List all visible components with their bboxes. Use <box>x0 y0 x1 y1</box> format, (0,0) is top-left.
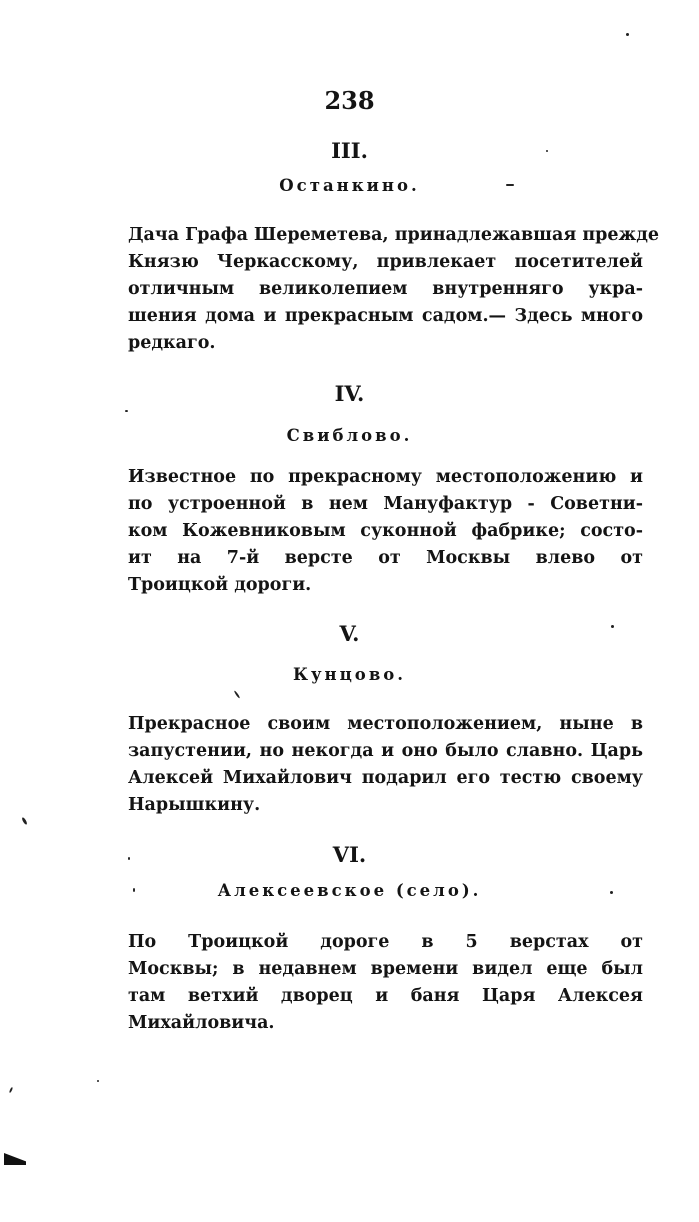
paragraph-line: Москвы; в недавнем времени видел еще был <box>128 959 643 979</box>
scan-speck <box>506 184 514 186</box>
scan-speck <box>626 33 629 36</box>
scan-speck <box>9 1087 13 1093</box>
scan-speck <box>610 891 613 894</box>
page-edge-mark <box>4 1153 26 1165</box>
scan-speck <box>125 410 128 412</box>
scan-speck <box>611 625 614 628</box>
paragraph-line: Прекрасное своим местоположением, ныне в <box>128 714 643 734</box>
scan-speck <box>234 690 241 699</box>
scan-speck <box>21 817 28 825</box>
section-numeral: IV. <box>334 381 365 406</box>
paragraph-line: Нарышкину. <box>128 795 261 815</box>
scan-speck <box>133 888 135 892</box>
section-numeral: V. <box>339 621 360 646</box>
paragraph-line: По Троицкой дороге в 5 верстах от <box>128 932 643 952</box>
paragraph-line: Михайловича. <box>128 1013 275 1033</box>
paragraph-line: шения дома и прекрасным садом.— Здесь много <box>128 306 643 326</box>
paragraph-line: ит на 7-й версте от Москвы влево от <box>128 548 643 568</box>
section-paragraph <box>128 711 643 819</box>
paragraph-line: Троицкой дороги. <box>128 575 312 595</box>
page-number: 238 <box>324 86 375 115</box>
section-title: Кунцово. <box>292 665 407 684</box>
paragraph-line: редкаго. <box>128 333 216 353</box>
section-numeral: III. <box>331 138 368 163</box>
section-title: Алексеевское (село). <box>217 881 482 900</box>
paragraph-line: Известное по прекрасному местоположению и <box>128 467 643 487</box>
scan-speck <box>97 1080 99 1082</box>
paragraph-line: Князю Черкасскому, привлекает посетителей <box>128 252 643 272</box>
scan-speck <box>546 150 548 152</box>
paragraph-line: там ветхий дворец и баня Царя Алексея <box>128 986 643 1006</box>
section-numeral: VI. <box>332 842 367 867</box>
paragraph-line: Алексей Михайлович подарил его тестю своему <box>128 768 643 788</box>
paragraph-line: ком Кожевниковым суконной фабрике; состо- <box>128 521 643 541</box>
section-title: Свиблово. <box>286 426 413 445</box>
section-title: Останкино. <box>279 176 420 195</box>
section-paragraph <box>128 222 659 357</box>
paragraph-line: запустении, но некогда и оно было славно. Царь <box>128 741 643 761</box>
paragraph-line: по устроенной в нем Мануфактур - Советни- <box>128 494 643 514</box>
scan-speck <box>128 857 130 860</box>
section-paragraph <box>128 929 643 1037</box>
paragraph-line: Дача Графа Шереметева, принадлежавшая прежде <box>128 225 659 245</box>
section-paragraph <box>128 464 643 599</box>
paragraph-line: отличным великолепием внутренняго укра- <box>128 279 643 299</box>
